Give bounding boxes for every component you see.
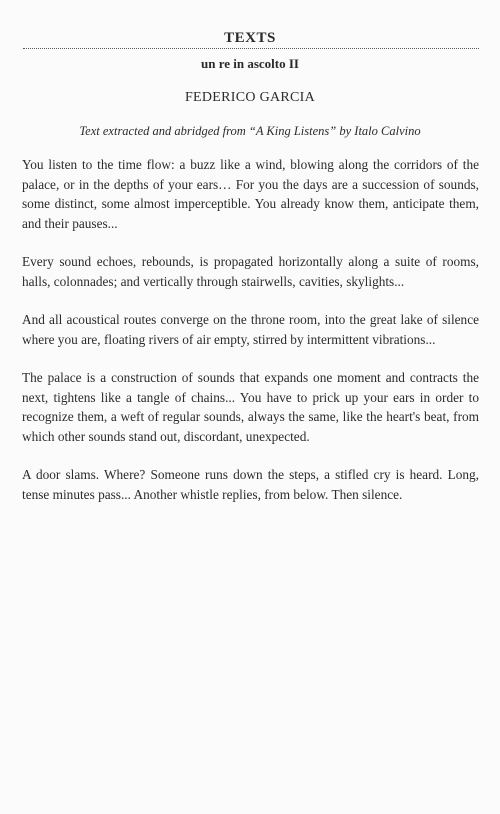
credit-work-title: “A King Listens” xyxy=(248,124,337,138)
paragraph-1: You listen to the time flow: a buzz like a wind, blowing along the corridors of the palace, or in the depths of your ears… For you the days are a succession of sounds, some distinct, some almost imperceptible. You already know them, anticipate them, and their pauses... xyxy=(22,157,479,231)
paragraph-3: And all acoustical routes converge on the throne room, into the great lake of silence where you are, floating rivers of air empty, stirred by intermittent vibrations... xyxy=(22,312,479,347)
piece-title: un re in ascolto II xyxy=(201,56,299,71)
paragraph-2: Every sound echoes, rebounds, is propagated horizontally along a suite of rooms, halls, colonnades; and vertically through stairwells, cavities, skylights... xyxy=(22,254,479,289)
credit-prefix: Text extracted and abridged from xyxy=(79,124,246,138)
body-text xyxy=(22,155,479,523)
dotted-divider xyxy=(23,48,479,49)
author-name: FEDERICO GARCIA xyxy=(184,90,316,105)
paragraph-5: A door slams. Where? Someone runs down the steps, a stifled cry is heard. Long, tense minutes pass... Another whistle replies, from below. Then silence. xyxy=(22,467,479,502)
section-title: TEXTS xyxy=(224,30,276,46)
paragraph-4: The palace is a construction of sounds that expands one moment and contracts the next, tightens like a tangle of chains... You have to prick up your ears in order to recognize them, a weft of regular sounds, always the same, like the heart's beat, from which other sounds stand out, discordant, unexpected. xyxy=(22,370,479,444)
credit-author: by Italo Calvino xyxy=(339,124,421,138)
source-credit xyxy=(0,124,500,139)
